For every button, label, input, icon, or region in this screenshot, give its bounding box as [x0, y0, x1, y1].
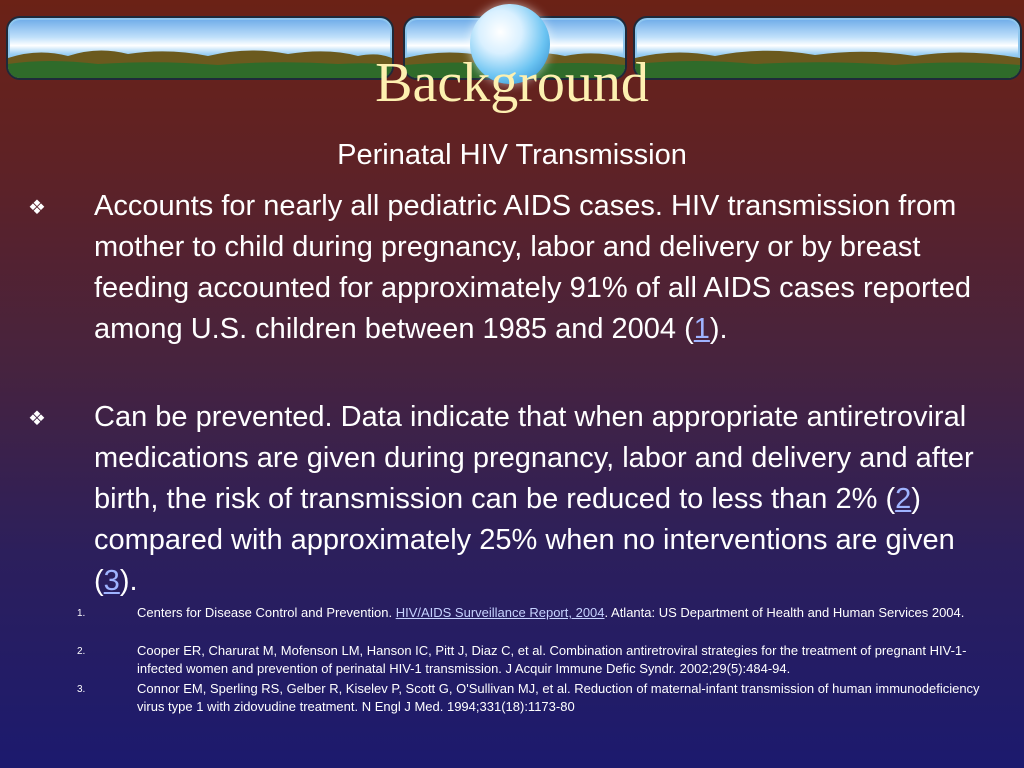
slide-subtitle: Perinatal HIV Transmission [337, 139, 687, 171]
slide-title: Background [375, 52, 649, 114]
bullet-item [28, 397, 1004, 602]
surveillance-report-link[interactable]: HIV/AIDS Surveillance Report, 2004 [395, 605, 605, 620]
bullet-text: Accounts for nearly all pediatric AIDS cases. HIV transmission from mother to child during pregnancy, labor and delivery or by breast feeding accounted for approximately 91% of all AIDS cases reported among U.S. children between 1985 and 2004 ( [94, 190, 971, 345]
reference-number: 1. [77, 608, 86, 619]
bullet-text-end: ). [709, 313, 728, 345]
reference-text: Connor EM, Sperling RS, Gelber R, Kiselev P, Scott G, O'Sullivan MJ, et al. Reduction of maternal-infant transmission of human immunodeficiency virus type 1 with zidovudine treatment. N Engl J Med. 1994;331(18):1173-80 [137, 681, 980, 714]
diamond-bullet-icon: ❖ [28, 408, 46, 430]
reference-text-end: . Atlanta: US Department of Health and Human Services 2004. [604, 605, 965, 620]
diamond-bullet-icon: ❖ [28, 197, 46, 219]
bullet-text: Can be prevented. Data indicate that when appropriate antiretroviral medications are given during pregnancy, labor and delivery and after birth, the risk of transmission can be reduced to less than 2% ( [94, 401, 974, 515]
reference-item [77, 604, 1007, 622]
reference-item [77, 642, 1007, 678]
reference-link-3[interactable]: 3 [103, 565, 120, 597]
reference-text: Cooper ER, Charurat M, Mofenson LM, Hanson IC, Pitt J, Diaz C, et al. Combination antiretroviral strategies for the treatment of pregnant HIV-1-infected women and prevention of perinatal HIV-1 transmission. J Acquir Immune Defic Syndr. 2002;29(5):484-94. [137, 643, 967, 676]
reference-link-2[interactable]: 2 [895, 483, 912, 515]
reference-text: Centers for Disease Control and Prevention. [137, 605, 396, 620]
reference-link-1[interactable]: 1 [693, 313, 710, 345]
bullet-text-end: ). [119, 565, 138, 597]
reference-number: 2. [77, 646, 86, 657]
bullet-item [28, 186, 1004, 350]
reference-number: 3. [77, 684, 86, 695]
bullet-text-middle: ) compared with approximately 25% when no interventions are given ( [94, 483, 955, 597]
reference-item [77, 680, 1007, 716]
